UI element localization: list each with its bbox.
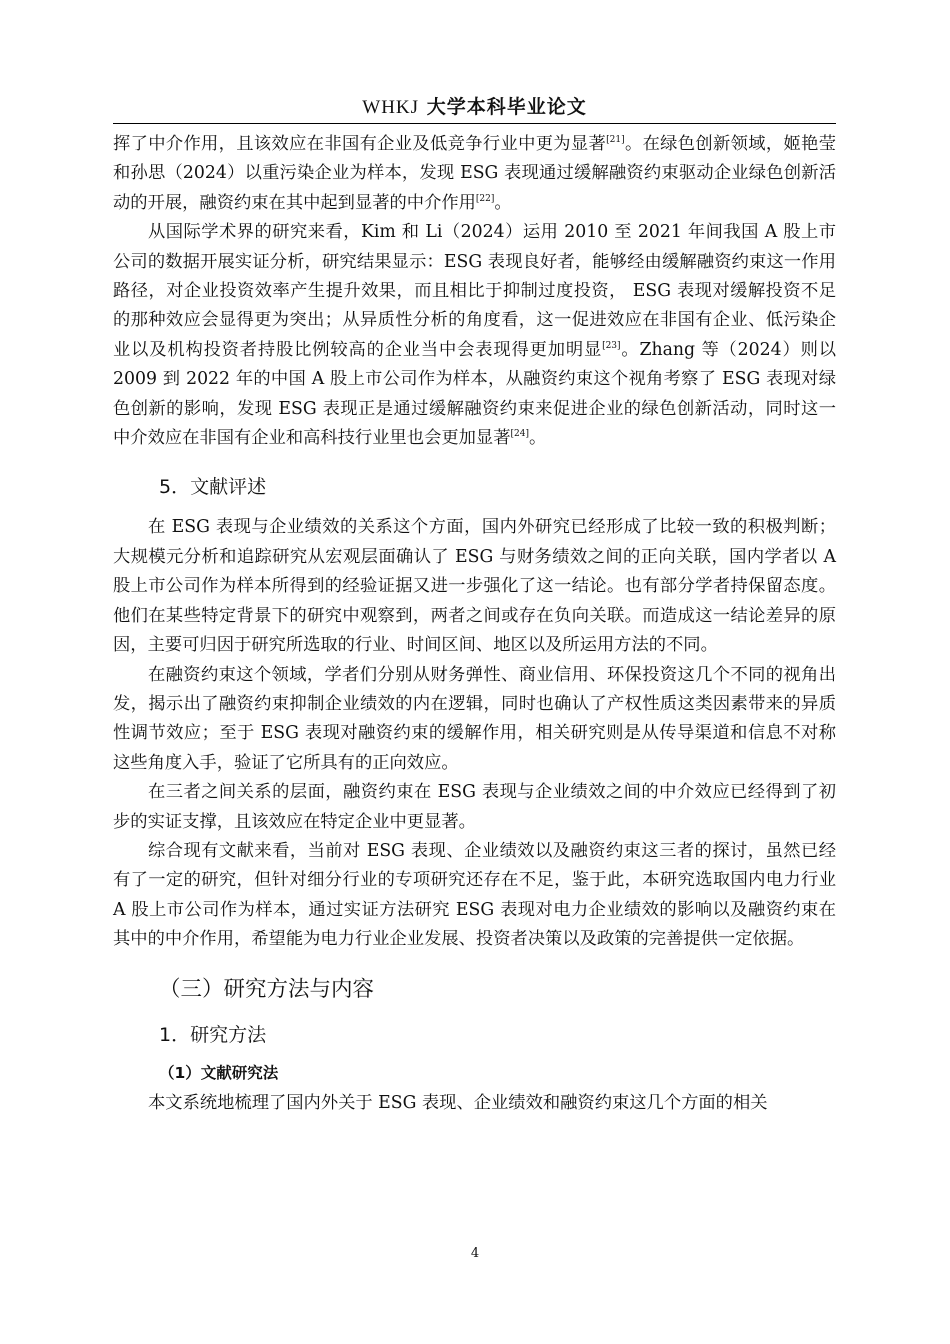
page-body: [113, 130, 836, 1118]
running-header: [113, 92, 836, 119]
heading-literature-method: （1）文献研究法: [159, 1063, 279, 1082]
paragraph-text: 挥了中介作用，且该效应在非国有企业及低竞争行业中更为显著: [113, 134, 607, 154]
paragraph-summary: 综合现有文献来看，当前对 ESG 表现、企业绩效以及融资约束这三者的探讨，虽然已经有了一定的研究，但针对细分行业的专项研究还存在不足，鉴于此，本研究选取国内电力行业 A 股上市公司作为样本，通过实证方法研究 ESG 表现对电力企业绩效的影响以及融资约束在其中的中介作用，希望能为电力行业企业发展、投资者决策以及政策的完善提供一定依据。: [113, 840, 836, 950]
page-number: 4: [470, 1246, 480, 1261]
heading-section-methods-content: （三）研究方法与内容: [159, 976, 375, 1002]
paragraph-three-relations: 在三者之间关系的层面，融资约束在 ESG 表现与企业绩效之间的中介效应已经得到了初步的实证支撑，且该效应在特定企业中更显著。: [113, 782, 836, 832]
paragraph-literature-method: 本文系统地梳理了国内外关于 ESG 表现、企业绩效和融资约束这几个方面的相关: [148, 1092, 768, 1113]
paragraph-text: 。: [494, 192, 512, 213]
header-title: 大学本科毕业论文: [426, 96, 587, 118]
paragraph-text: 从国际学术界的研究来看，Kim 和 Li（2024）运用 2010 至 2021 年间我国 A 股上市公司的数据开展实证分析，研究结果显示：ESG 表现良好者，能够经由缓解融资约束这一作用路径，对企业投资效率产生提升效果，而且相比于抑制过度投资， ESG 表现对缓解投资不足的那种效应会显得更为突出；从异质性分析的角度看，这一促进效应在非国有企业、低污染企业以及机构投资者持股比例较高的企业当中会表现得更加明显: [113, 222, 836, 360]
citation-ref: [24]: [510, 429, 529, 440]
heading-literature-review: 5．文献评述: [159, 476, 267, 499]
paragraph-financing-constraints: 在融资约束这个领域，学者们分别从财务弹性、商业信用、环保投资这几个不同的视角出发，揭示出了融资约束抑制企业绩效的内在逻辑，同时也确认了产权性质这类因素带来的异质性调节效应；至于 ESG 表现对融资约束的缓解作用，相关研究则是从传导渠道和信息不对称这些角度入手，验证了它所具有的正向效应。: [113, 664, 836, 773]
paragraph-text: 。Zhang 等（2024）则以 2009 到 2022 年的中国 A 股上市公司作为样本，从融资约束这个视角考察了 ESG 表现对绿色创新的影响，发现 ESG 表现正是通过缓解融资约束来促进企业的绿色创新活动，同时这一中介效应在非国有企业和高科技行业里也会更加显著: [113, 339, 836, 449]
paragraph-esg-performance: 在 ESG 表现与企业绩效的关系这个方面，国内外研究已经形成了比较一致的积极判断；大规模元分析和追踪研究从宏观层面确认了 ESG 与财务绩效之间的正向关联，国内学者以 A 股上市公司作为样本所得到的经验证据又进一步强化了这一结论。也有部分学者持保留态度。他们在某些特定背景下的研究中观察到，两者之间或存在负向关联。而造成这一结论差异的原因，主要可归因于研究所选取的行业、时间区间、地区以及所运用方法的不同。: [113, 517, 836, 656]
header-rule: [113, 123, 836, 124]
header-abbreviation: WHKJ: [362, 97, 420, 118]
citation-ref: [23]: [602, 340, 621, 351]
paragraph-text: 。: [528, 428, 547, 449]
heading-research-methods: 1．研究方法: [159, 1023, 267, 1046]
paragraph-international-research: [113, 218, 836, 453]
citation-ref: [21]: [606, 135, 625, 145]
paragraph-mediation-continued: [113, 130, 836, 218]
paragraph-text: 。在绿色创新领域，姬艳莹和孙思（2024）以重污染企业为样本，发现 ESG 表现通过缓解融资约束驱动企业绿色创新活动的开展，融资约束在其中起到显著的中介作用: [113, 134, 836, 213]
citation-ref: [22]: [475, 193, 495, 204]
